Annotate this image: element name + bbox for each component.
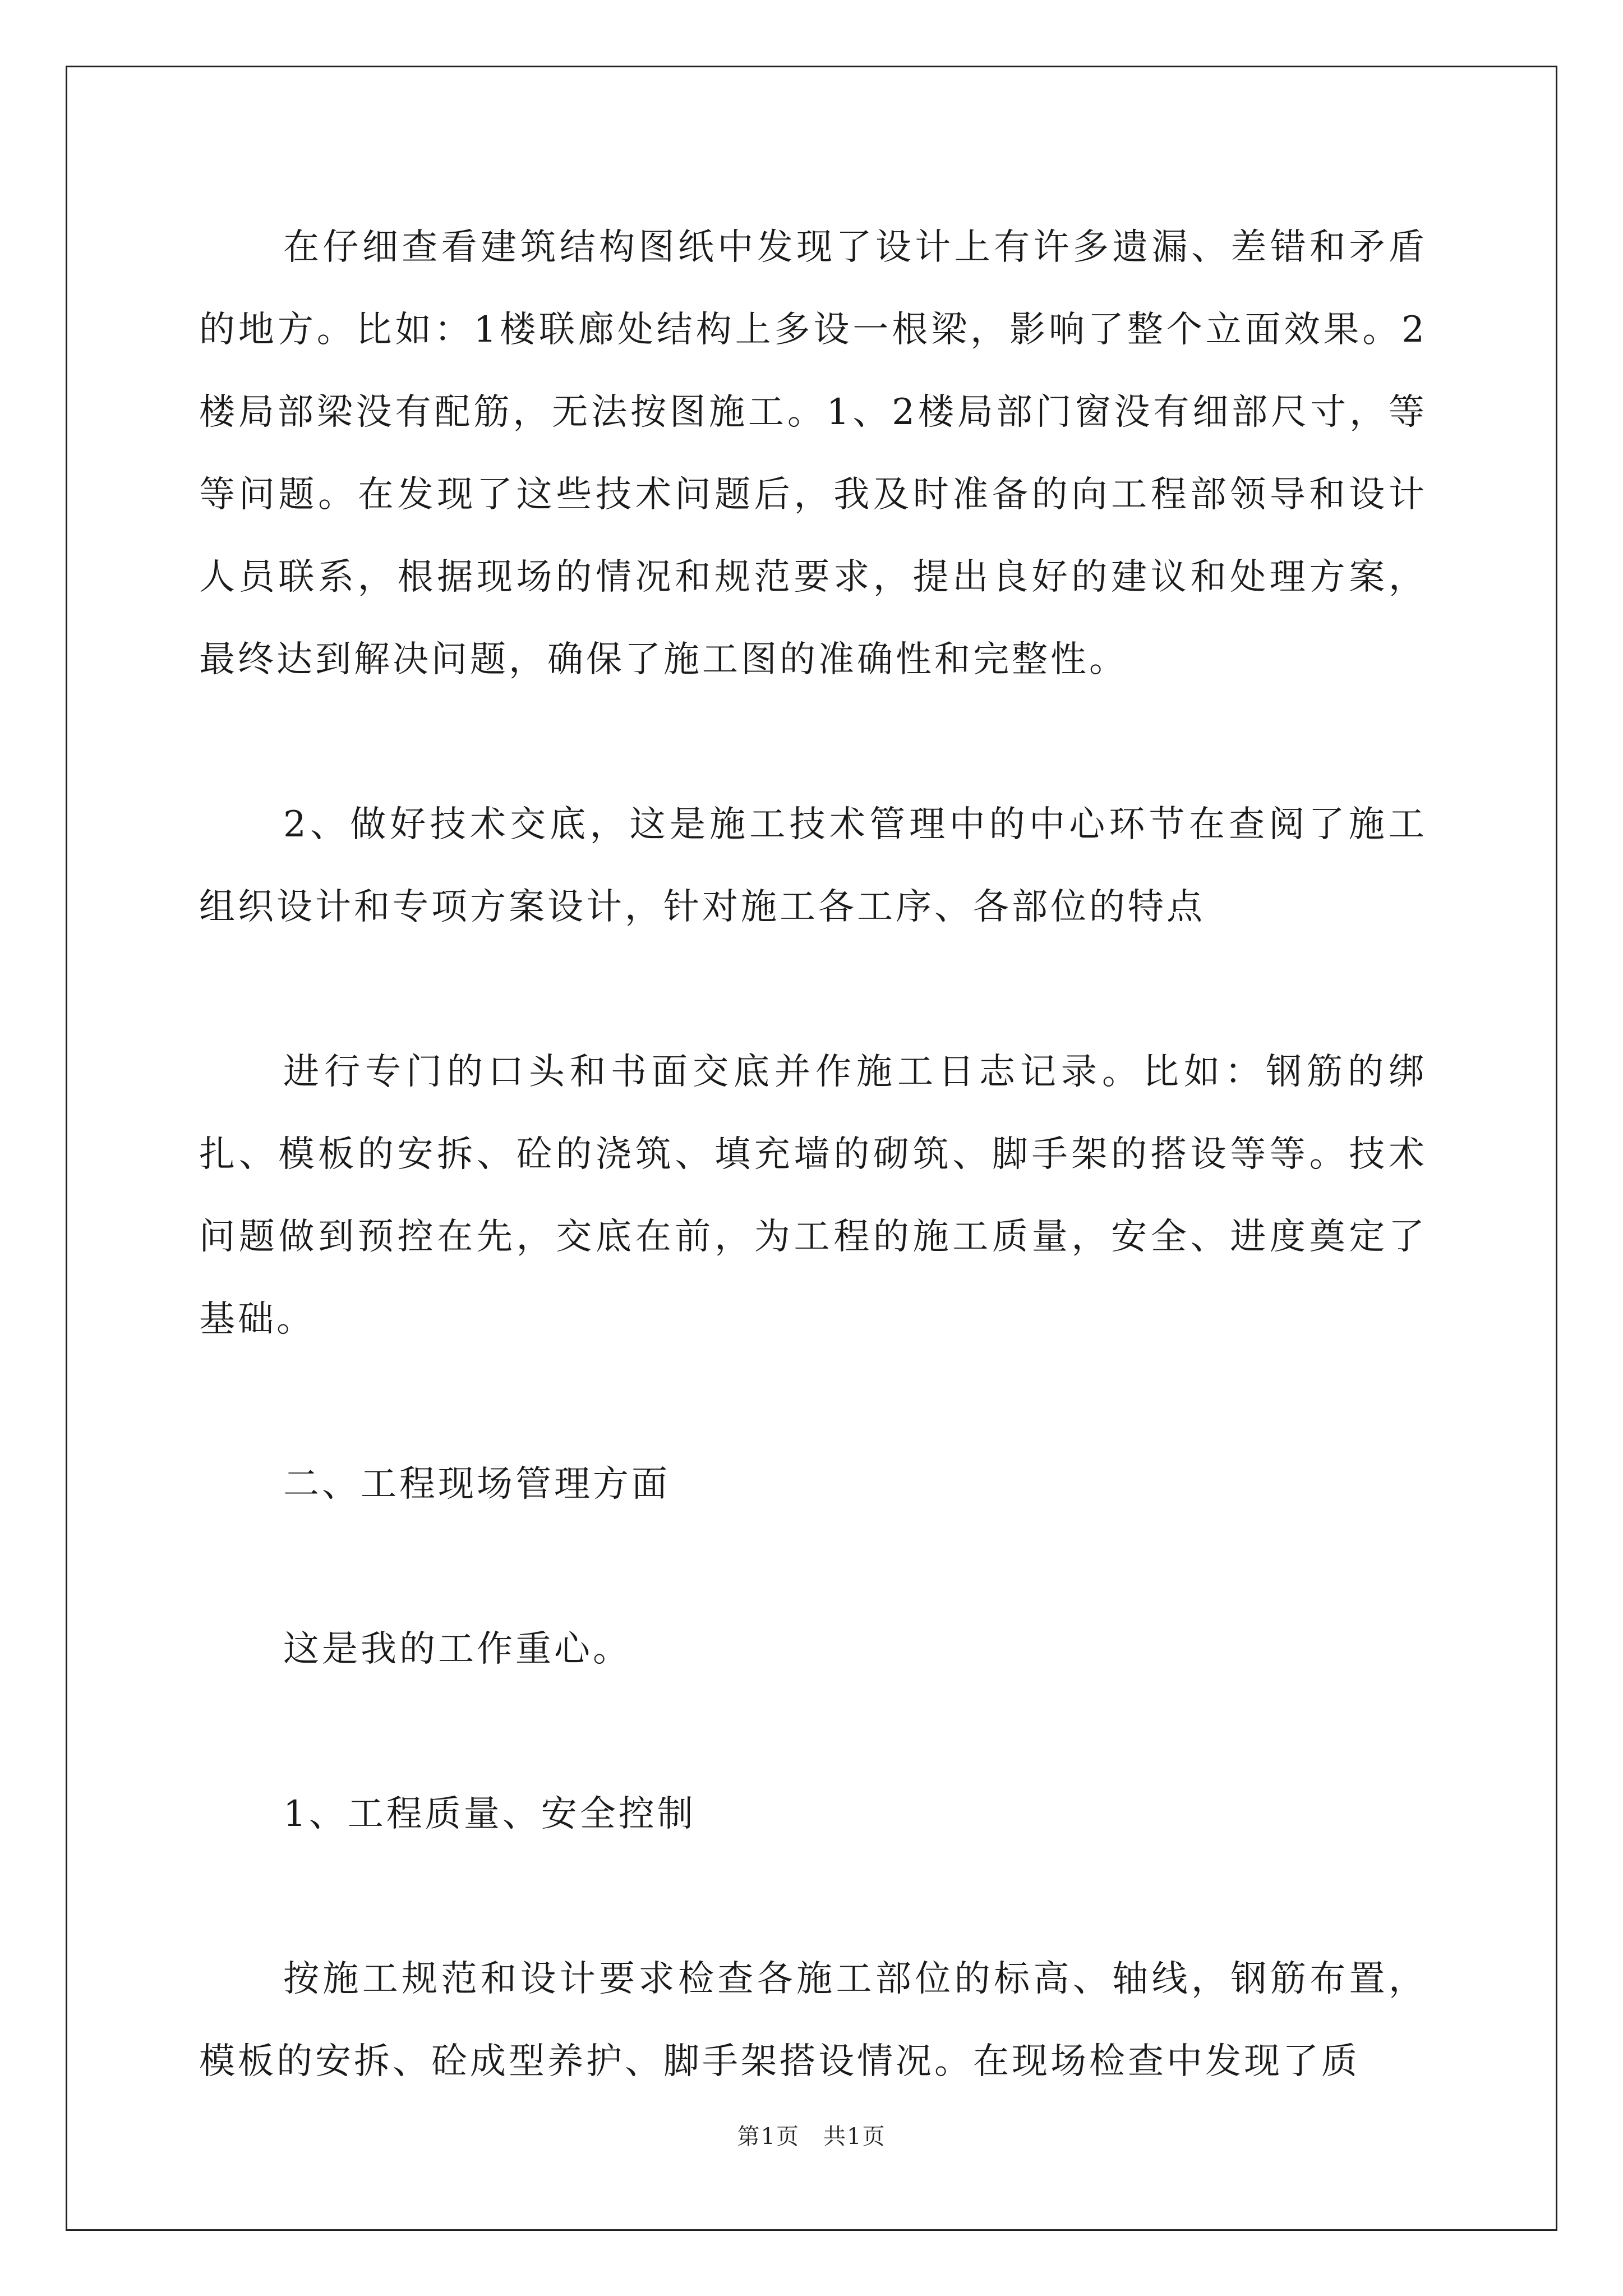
paragraph: 按施工规范和设计要求检查各施工部位的标高、轴线，钢筋布置，模板的安拆、砼成型养护、脚手架搭设情况。在现场检查中发现了质 bbox=[199, 1958, 1427, 2082]
page-number-footer: 第1页 共1页 bbox=[737, 2124, 886, 2150]
document-body bbox=[199, 206, 1427, 2103]
paragraph: 在仔细查看建筑结构图纸中发现了设计上有许多遗漏、差错和矛盾的地方。比如：1楼联廊处结构上多设一根梁，影响了整个立面效果。2楼局部梁没有配筋，无法按图施工。1、2楼局部门窗没有细部尺寸，等等问题。在发现了这些技术问题后，我及时准备的向工程部领导和设计人员联系，根据现场的情况和规范要求，提出良好的建议和处理方案，最终达到解决问题，确保了施工图的准确性和完整性。 bbox=[199, 227, 1427, 680]
paragraph: 这是我的工作重心。 bbox=[283, 1628, 631, 1670]
section-heading: 二、工程现场管理方面 bbox=[283, 1464, 670, 1505]
paragraph: 2、做好技术交底，这是施工技术管理中的中心环节在查阅了施工组织设计和专项方案设计，针对施工各工序、各部位的特点 bbox=[199, 804, 1427, 928]
paragraph: 进行专门的口头和书面交底并作施工日志记录。比如：钢筋的绑扎、模板的安拆、砼的浇筑、填充墙的砌筑、脚手架的搭设等等。技术问题做到预控在先，交底在前，为工程的施工质量，安全、进度奠定了基础。 bbox=[199, 1051, 1427, 1340]
subsection-heading: 1、工程质量、安全控制 bbox=[283, 1793, 696, 1835]
